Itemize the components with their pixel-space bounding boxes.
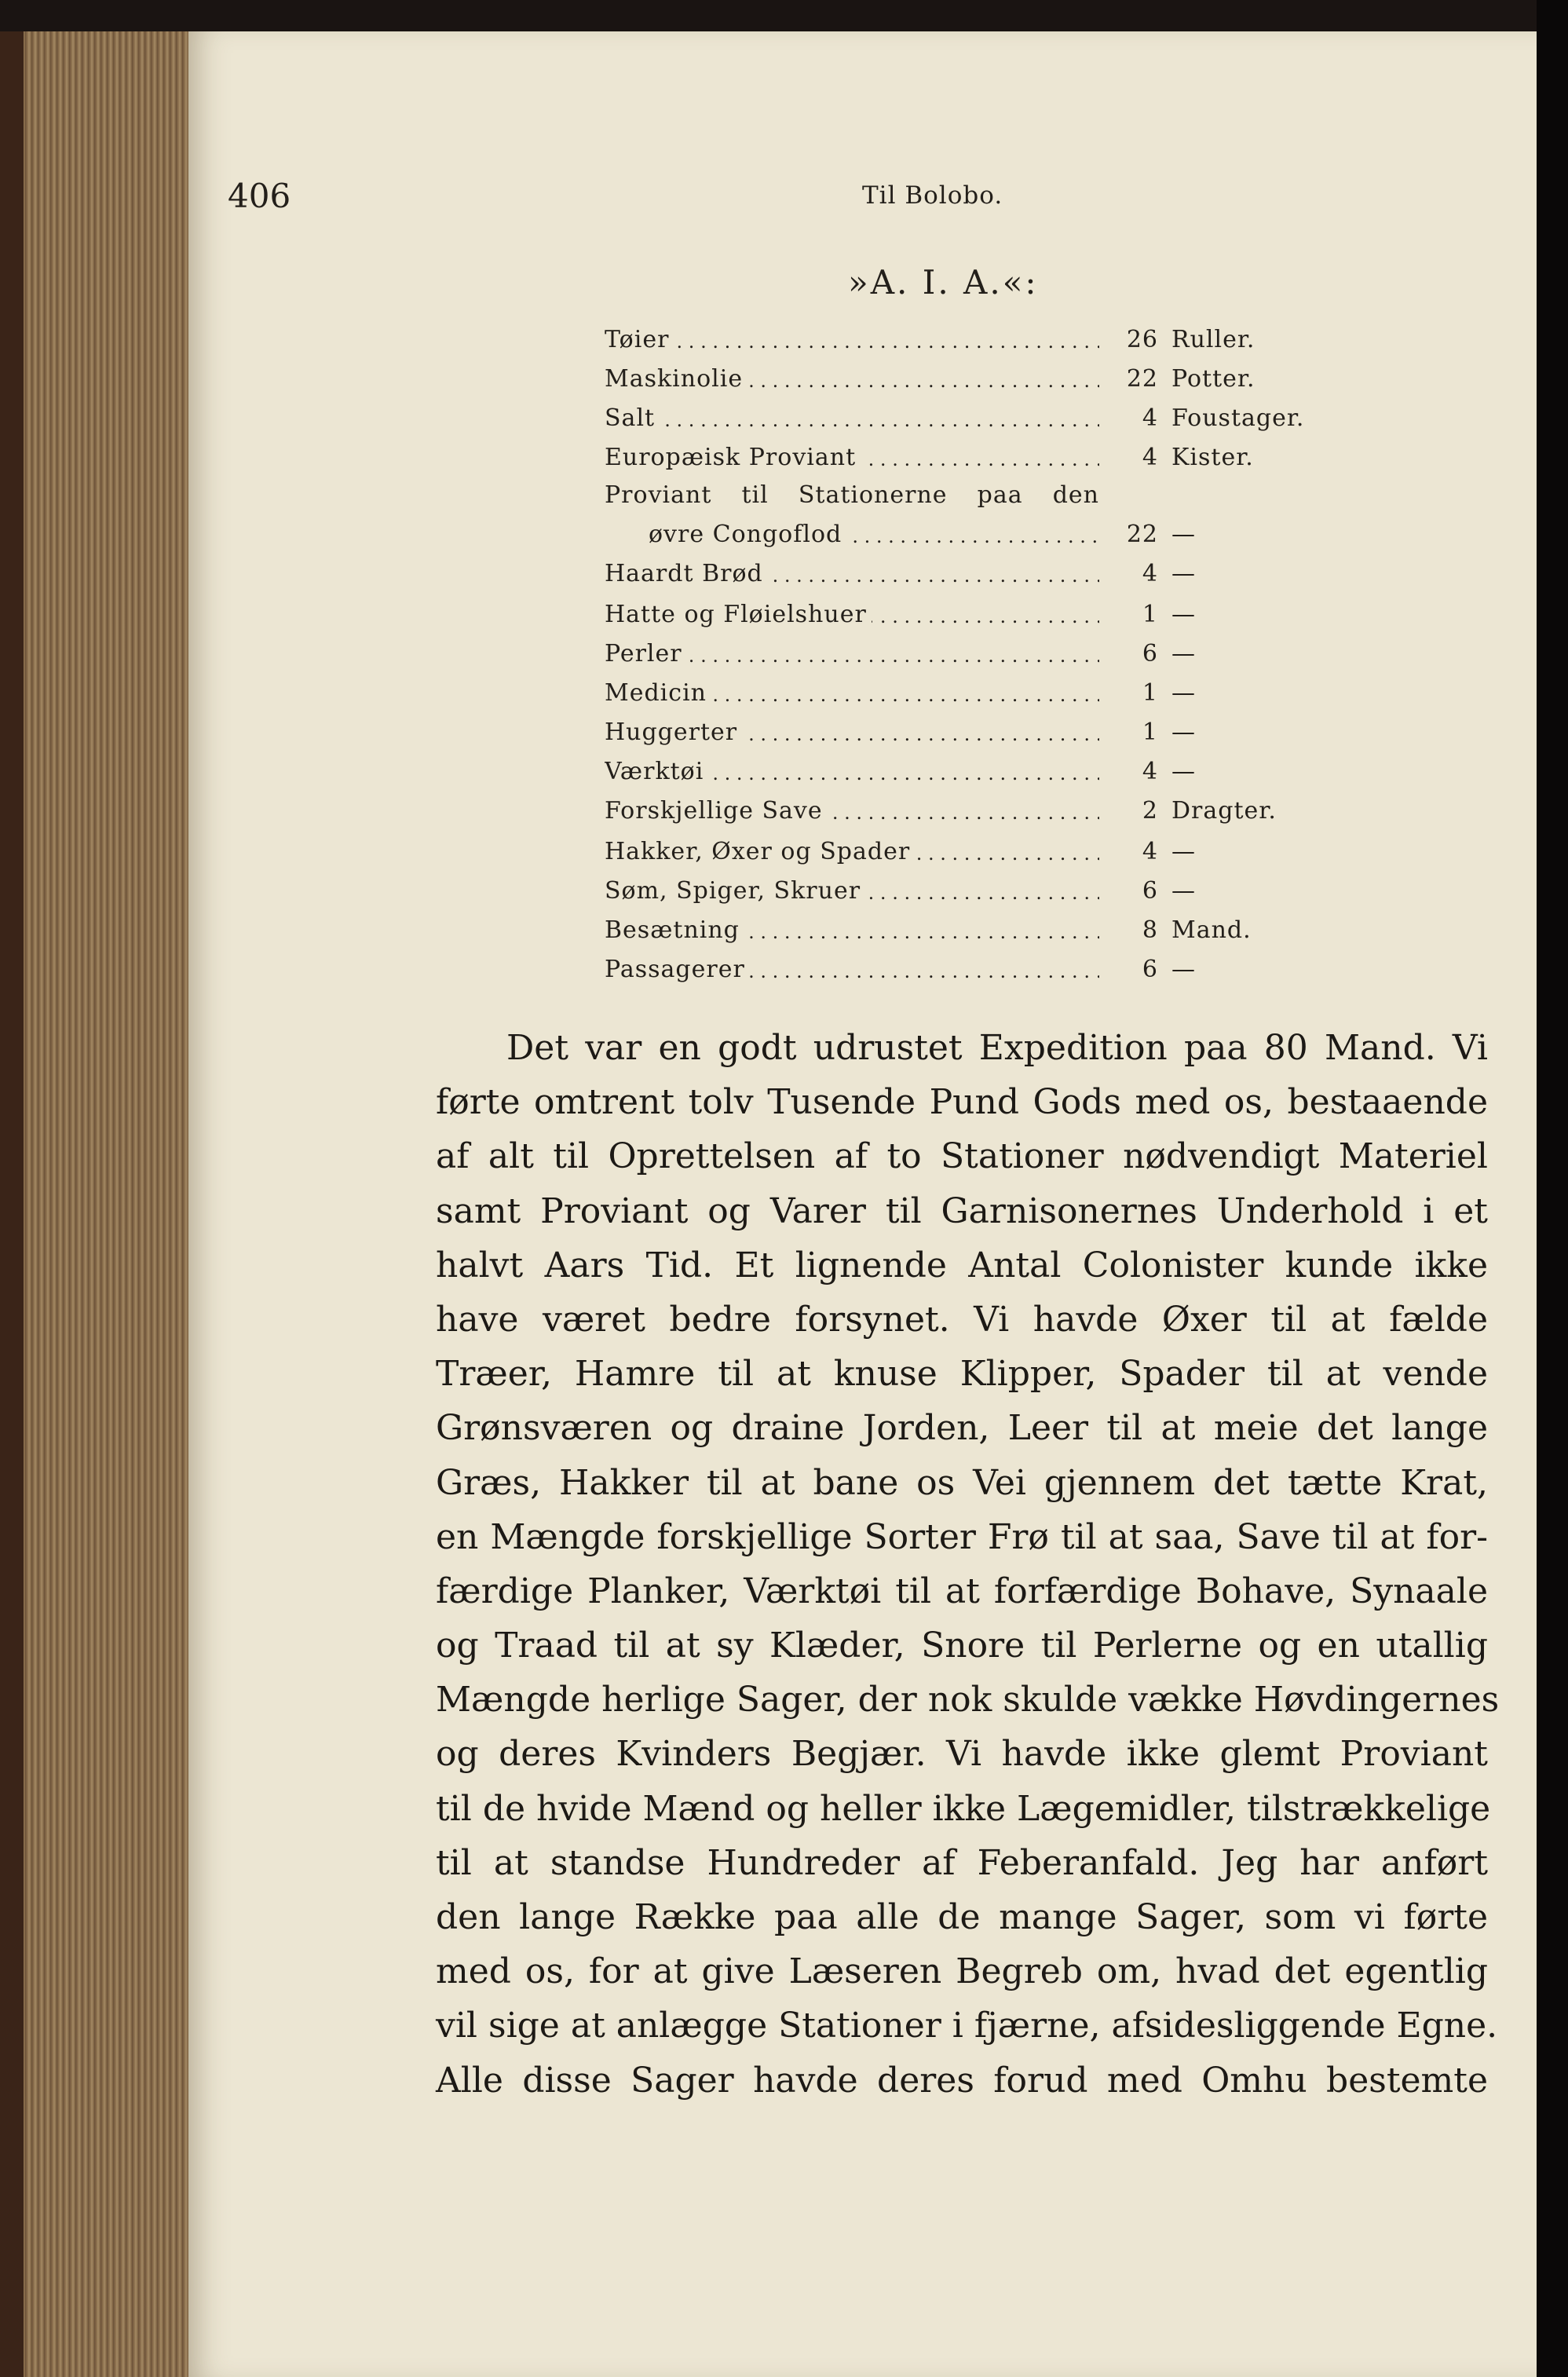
inventory-row: [605, 444, 1358, 483]
text-line: vil sige at anlægge Stationer i fjærne, afsidesliggende Egne.: [436, 2006, 1498, 2046]
inventory-item-name: Hakker, Øxer og Spader . . .: [605, 838, 1099, 865]
inventory-quantity: 22: [1126, 365, 1158, 393]
inventory-quantity: 2: [1142, 797, 1158, 825]
inventory-quantity: 1: [1142, 601, 1158, 628]
text-line: færdige Planker, Værktøi til at forfærdige Bohave, Synaale: [436, 1571, 1488, 1611]
inventory-quantity: 22: [1126, 521, 1158, 548]
inventory-unit: —: [1171, 877, 1196, 905]
inventory-row: [605, 877, 1358, 916]
inventory-item-name: Værktøi . . .: [605, 758, 1099, 785]
text-line: til de hvide Mænd og heller ikke Lægemidler, tilstrækkelige: [436, 1788, 1491, 1829]
section-title: »A. I. A.«:: [848, 263, 1039, 302]
body-paragraph: [436, 1021, 1500, 2108]
inventory-quantity: 1: [1142, 679, 1158, 707]
inventory-unit: Dragter.: [1171, 797, 1277, 825]
inventory-item-word: den: [1052, 481, 1099, 509]
inventory-row: [605, 758, 1358, 797]
text-line: Det var en godt udrustet Expedition paa 80 Mand. Vi: [506, 1028, 1488, 1068]
text-line: den lange Række paa alle de mange Sager, som vi førte: [436, 1897, 1488, 1937]
inventory-unit: —: [1171, 838, 1196, 865]
inventory-row: [605, 326, 1358, 365]
inventory-quantity: 4: [1142, 758, 1158, 785]
inventory-row: [605, 797, 1358, 836]
inventory-item-word: Stationerne: [798, 481, 948, 509]
text-line: Mængde herlige Sager, der nok skulde vække Høvdingernes: [436, 1680, 1500, 1721]
inventory-quantity: 8: [1142, 916, 1158, 944]
text-line: halvt Aars Tid. Et lignende Antal Colonister kunde ikke: [436, 1245, 1488, 1285]
running-head: Til Bolobo.: [862, 181, 1003, 210]
inventory-unit: —: [1171, 719, 1196, 746]
inventory-unit: —: [1171, 560, 1196, 587]
inventory-item-name: [605, 481, 1099, 509]
page-header: [0, 177, 1568, 224]
inventory-row: [605, 481, 1358, 521]
inventory-quantity: 4: [1142, 404, 1158, 432]
text-line: have været bedre forsynet. Vi havde Øxer til at fælde: [436, 1299, 1488, 1340]
inventory-item-name: Søm, Spiger, Skruer . . .: [605, 877, 1099, 905]
inventory-item-name: Maskinolie . . .: [605, 365, 1099, 393]
inventory-row: [605, 719, 1358, 758]
inventory-item-name: Perler . . .: [605, 640, 1099, 667]
inventory-quantity: 1: [1142, 719, 1158, 746]
inventory-row: [605, 916, 1358, 956]
inventory-unit: —: [1171, 601, 1196, 628]
text-line: Grønsværen og draine Jorden, Leer til at meie det lange: [436, 1408, 1488, 1449]
inventory-row: [605, 956, 1358, 995]
inventory-row: [605, 601, 1358, 640]
inventory-item-name: Salt . . .: [605, 404, 1099, 432]
text-line: Træer, Hamre til at knuse Klipper, Spader til at vende: [436, 1354, 1488, 1395]
inventory-quantity: 26: [1126, 326, 1158, 353]
inventory-item-word: Proviant: [605, 481, 712, 509]
inventory-unit: Ruller.: [1171, 326, 1255, 353]
inventory-quantity: 4: [1142, 444, 1158, 471]
inventory-item-name: Europæisk Proviant . . .: [605, 444, 1099, 471]
inventory-row: [605, 404, 1358, 444]
inventory-unit: Potter.: [1171, 365, 1255, 393]
inventory-row: [605, 838, 1358, 877]
text-line: samt Proviant og Varer til Garnisonernes Underhold i et: [436, 1190, 1488, 1231]
inventory-row: [605, 640, 1358, 679]
text-line: med os, for at give Læseren Begreb om, hvad det egentlig: [436, 1951, 1488, 1992]
inventory-unit: —: [1171, 521, 1196, 548]
inventory-item-name: Medicin . . .: [605, 679, 1099, 707]
text-line: til at standse Hundreder af Feberanfald. Jeg har anført: [436, 1842, 1488, 1883]
text-line: førte omtrent tolv Tusende Pund Gods med os, bestaaende: [436, 1082, 1488, 1123]
inventory-unit: Mand.: [1171, 916, 1252, 944]
inventory-item-name: Passagerer . . .: [605, 956, 1099, 983]
page-gutter-shadow: [1537, 0, 1568, 2377]
inventory-unit: Foustager.: [1171, 404, 1305, 432]
text-line: en Mængde forskjellige Sorter Frø til at saa, Save til at for-: [436, 1516, 1488, 1557]
inventory-unit: —: [1171, 956, 1196, 983]
inventory-row: [605, 365, 1358, 404]
inventory-row: [605, 521, 1358, 560]
inventory-item-name: Huggerter . . .: [605, 719, 1099, 746]
inventory-item-word: paa: [977, 481, 1023, 509]
inventory-unit: —: [1171, 640, 1196, 667]
inventory-item-word: til: [741, 481, 769, 509]
text-line: af alt til Oprettelsen af to Stationer nødvendigt Materiel: [436, 1136, 1488, 1177]
text-line: Græs, Hakker til at bane os Vei gjennem det tætte Krat,: [436, 1462, 1488, 1503]
text-line: og Traad til at sy Klæder, Snore til Perlerne og en utallig: [436, 1626, 1488, 1666]
inventory-unit: Kister.: [1171, 444, 1254, 471]
book-page-edges: [0, 31, 196, 2377]
inventory-unit: —: [1171, 758, 1196, 785]
inventory-item-name: Besætning . . .: [605, 916, 1099, 944]
inventory-item-name: Haardt Brød . . .: [605, 560, 1099, 587]
inventory-item-name: Hatte og Fløielshuer . . .: [605, 601, 1099, 628]
inventory-item-name: Tøier . . .: [605, 326, 1099, 353]
inventory-quantity: 6: [1142, 956, 1158, 983]
inventory-row: [605, 679, 1358, 719]
inventory-quantity: 4: [1142, 560, 1158, 587]
text-line: Alle disse Sager havde deres forud med Omhu bestemte: [436, 2060, 1488, 2101]
inventory-row: [605, 560, 1358, 599]
inventory-item-name: øvre Congoflod . . .: [649, 521, 1099, 548]
page-number: 406: [228, 177, 291, 215]
inventory-quantity: 6: [1142, 640, 1158, 667]
inventory-quantity: 6: [1142, 877, 1158, 905]
inventory-quantity: 4: [1142, 838, 1158, 865]
inventory-unit: —: [1171, 679, 1196, 707]
inventory-item-name: Forskjellige Save . . .: [605, 797, 1099, 825]
text-line: og deres Kvinders Begjær. Vi havde ikke glemt Proviant: [436, 1734, 1488, 1775]
